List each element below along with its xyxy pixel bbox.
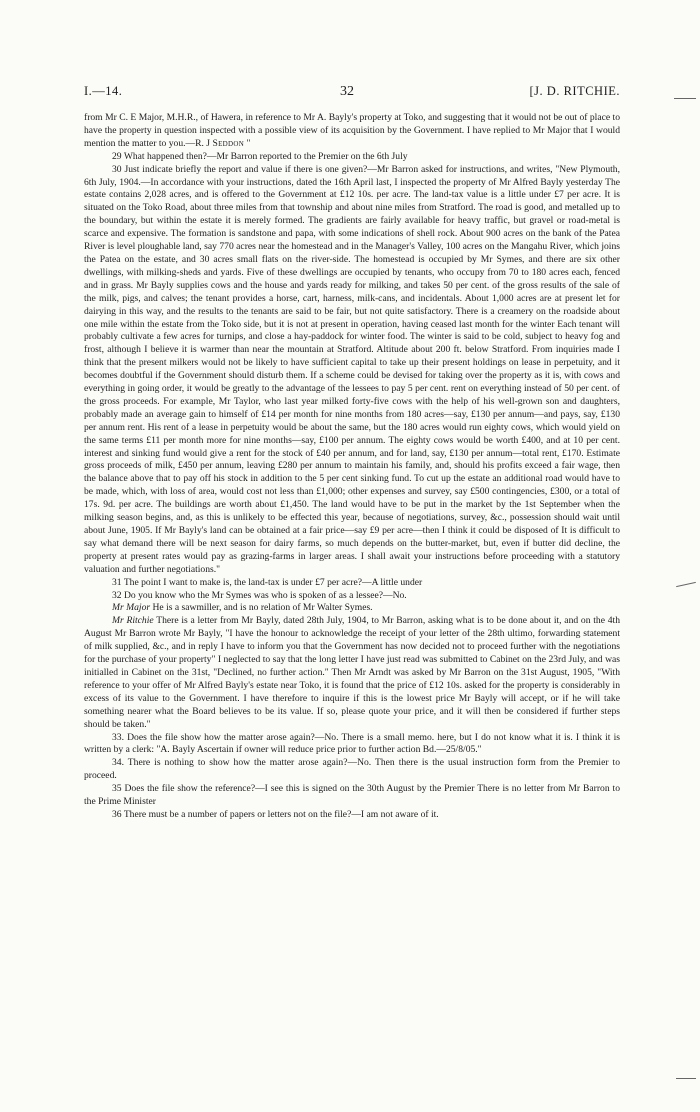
- page-number: 32: [340, 84, 354, 99]
- signature-name: Seddon: [212, 137, 245, 149]
- margin-mark: [674, 98, 696, 99]
- question-29: 29 What happened then?—Mr Barron reported to the Premier on the 6th July: [112, 150, 408, 162]
- speaker-label: Mr Major: [112, 602, 151, 614]
- testimony-body: [84, 112, 620, 822]
- question-35: 35 Does the file show the reference?—I see this is signed on the 30th August by the Premier There is no letter from Mr Barron to the Prime Minister: [84, 783, 620, 808]
- question-31: 31 The point I want to make is, the land-tax is under £7 per acre?—A little under: [112, 576, 423, 588]
- running-header: [84, 84, 620, 100]
- statement-ritchie: Mr Ritchie There is a letter from Mr Bayly, dated 28th July, 1904, to Mr Barron, asking what is to be done about it, and on the 4th August Mr Barron wrote Mr Bayly, "I have the honour to acknowledge the receipt of your letter of the 28th ultimo, forwarding statement of milk supplied, &c., and in reply I have to inform you that the Government has now decided not to proceed further with the negotiations for the purchase of your property" I neglected to say that the long letter I have just read was submitted to Cabinet on the 23rd July, and was initialled in Cabinet on the 31st, "Declined, no further action." Then Mr Arndt was asked by Mr Barron on the 31st August, 1905, "With reference to your offer of Mr Alfred Bayly's estate near Toko, it is found that the price of £12 10s. asked for the property is considerably in excess of its value to the Government. I have therefore to inquire if this is the lowest price Mr Bayly will accept, or if he will take something nearer what the Board believes to be its value. If so, please quote your price, and it will then be considered if further steps should be taken.": [84, 615, 620, 730]
- statement-major: Mr Major He is a sawmiller, and is no relation of Mr Walter Symes.: [112, 602, 373, 614]
- margin-mark: [676, 1078, 696, 1079]
- speaker-label: Mr Ritchie: [112, 615, 154, 627]
- question-32: 32 Do you know who the Mr Symes was who is spoken of as a lessee?—No.: [112, 589, 407, 601]
- question-34: 34. There is nothing to show how the matter arose again?—No. Then there is the usual instruction form from the Premier to proceed.: [84, 757, 620, 782]
- paragraph-continuation: from Mr C. E Major, M.H.R., of Hawera, in reference to Mr A. Bayly's property at Toko, and suggesting that it would not be out of place to have the property in question inspected with a possible view of its acquisition by the Government. I have replied to Mr Major that I would mention the matter to you.—R. J Seddon ": [84, 112, 620, 149]
- question-30: 30 Just indicate briefly the report and value if there is one given?—Mr Barron asked for instructions, and writes, "New Plymouth, 6th July, 1904.—In accordance with your instructions, dated the 16th April last, I inspected the property of Mr Alfred Bayly yesterday The estate contains 2,028 acres, and is offered to the Government at £12 10s. per acre. The land-tax value is a little under £7 per acre. It is situated on the Toko Road, about three miles from that township and about nine miles from Stratford. The road is good, and metalled up to the boundary, but within the estate it is merely formed. The gradients are fairly available for heavy traffic, but gravel or road-metal is scarce and expensive. The formation is sandstone and papa, with some indications of shell rock. About 900 acres on the bank of the Patea River is level ploughable land, say 770 acres near the homestead and in the Manager's Valley, 100 acres on the Mangahu River, which joins the Patea on the estate, and 30 acres small flats on the river-side. The homestead is occupied by Mr Symes, and there are six other dwellings, with milking-sheds and yards. Five of these dwellings are occupied by tenants, who occupy from 70 to 180 acres each, fenced and in grass. Mr Bayly supplies cows and the house and yards ready for milking, and takes 50 per cent. of the gross results of the sale of the milk, pigs, and calves; the tenant provides a horse, cart, harness, milk-cans, and incidentals. About 1,000 acres are at present let for dairying in this way, and the results to the tenants are said to be fair, but not quite satisfactory. There is a creamery on the roadside about one mile within the estate from the Toko side, but it is not at present in operation, having ceased last month for the winter Each tenant will probably cultivate a few acres for turnips, and close a hay-paddock for winter food. The winter is said to be cold, subject to heavy fog and frost, although I believe it is warmer than near the mountain at Stratford. Altitude about 200 ft. below Stratford. From inquiries made I think that the present milkers would not be likely to have sufficient capital to take up their present holdings on lease in perpetuity, and it becomes doubtful if the Government should disturb them. If a scheme could be devised for taking over the property as it is, with cows and everything in going order, it would be greatly to the advantage of the lessees to pay 5 per cent. rent on everything instead of 50 per cent. of the gross proceeds. For example, Mr Taylor, who last year milked forty-five cows with the help of his well-grown son and daughters, probably made an average gain to himself of £14 per month for nine months from 180 acres—say, £130 per annum—and pays, say, £130 per annum rent. His rent of a lease in perpetuity would be about the same, but the 180 acres would run eighty cows, which would yield on the same terms £11 per month more for nine months—say, £100 per annum. The eighty cows would be worth £400, and at 10 per cent. interest and sinking fund would give a rent for the stock of £40 per annum, and for land, say, £130 per annum—total rent, £170. Estimate gross proceeds of milk, £450 per annum, leaving £280 per annum to maintain his family, and, should his profits exceed a fair wage, then the balance above that to pay off his stock in addition to the 5 per cent sinking fund. To cut up the estate an additional road would have to be made, which, with loss of area, would cost not less than £1,000; other expenses and survey, say £500 contingencies, £300, or a total of 17s. 9d. per acre. The buildings are worth about £1,450. The land would have to be put in the market by the 1st September when the milking season begins, and, as this is unlikely to be effected this year, because of negotiations, survey, &c., possession should wait until about June, 1905. If Mr Bayly's land can be obtained at a fair price—say £9 per acre—then I think it could be disposed of It is difficult to say what demand there will be next season for dairy farms, so much depends on the butter-market, but, even if butter did decline, the property at present rates would pay as grazing-farms in larger areas. I shall await your instructions before proceeding with a statutory valuation and further negotiations.": [84, 163, 620, 575]
- margin-mark: [676, 582, 696, 587]
- paper-reference: I.—14.: [84, 84, 123, 98]
- question-33: 33. Does the file show how the matter arose again?—No. There is a small memo. here, but I do not know what it is. I think it is written by a clerk: "A. Bayly Ascertain if owner will reduce price prior to further action Bd.—25/8/05.": [84, 731, 620, 756]
- question-36: 36 There must be a number of papers or letters not on the file?—I am not aware of it.: [112, 808, 439, 820]
- witness-name: [J. D. RITCHIE.: [529, 84, 620, 98]
